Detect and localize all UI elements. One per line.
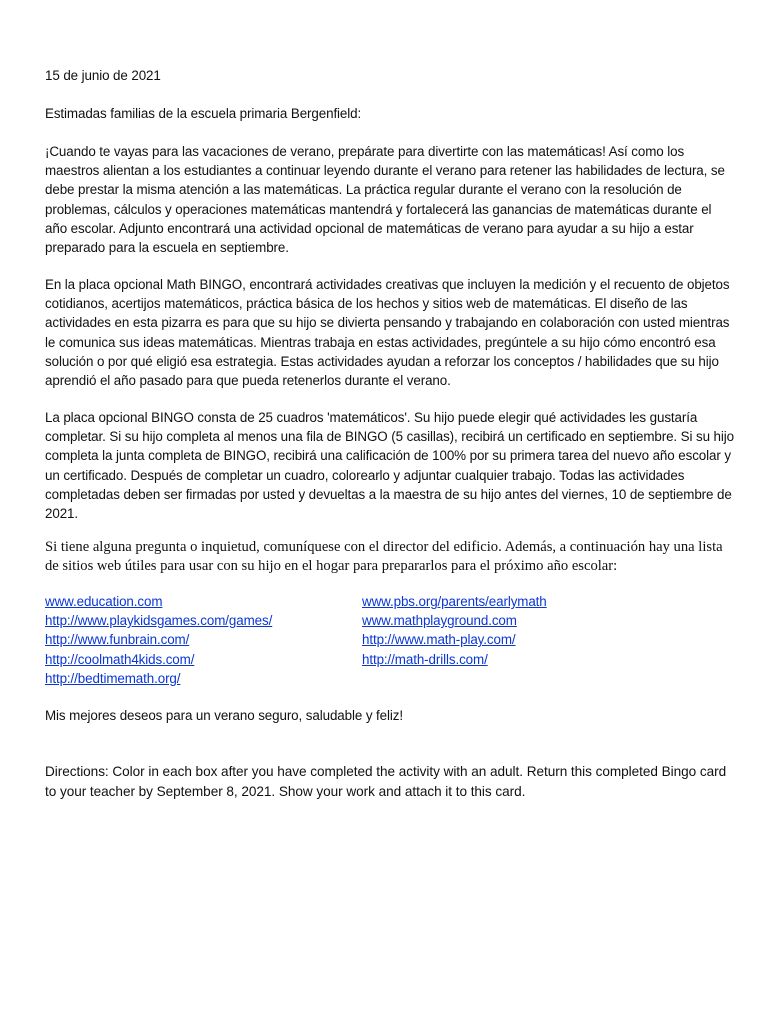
website-links-right-column	[362, 592, 547, 669]
bingo-directions: Directions: Color in each box after you have completed the activity with an adult. Return this completed Bingo card to your teacher by September 8, 2021. Show your work and attach it to this card.	[45, 764, 727, 799]
website-links-left-column	[45, 592, 272, 688]
letter-greeting: Estimadas familias de la escuela primaria Bergenfield:	[45, 106, 362, 121]
paragraph-websites-intro: Si tiene alguna pregunta o inquietud, comuníquese con el director del edificio. Además, a continuación hay una lista de sitios web útiles para usar con su hijo en el hogar para prepararlos para el próximo año escolar:	[45, 539, 723, 574]
link-math-drills[interactable]: http://math-drills.com/	[362, 651, 488, 667]
link-bedtimemath[interactable]: http://bedtimemath.org/	[45, 670, 181, 686]
link-coolmath4kids[interactable]: http://coolmath4kids.com/	[45, 651, 195, 667]
link-funbrain[interactable]: http://www.funbrain.com/	[45, 632, 190, 648]
link-playkidsgames[interactable]: http://www.playkidsgames.com/games/	[45, 613, 273, 629]
paragraph-bingo-rules: La placa opcional BINGO consta de 25 cuadros 'matemáticos'. Su hijo puede elegir qué actividades les gustaría completar. Si su hijo completa al menos una fila de BINGO (5 casillas), recibirá un certificado en septiembre. Si su hijo completa la junta completa de BINGO, recibirá una calificación de 100% por su primera tarea del nuevo año escolar y un certificado. Después de completar un cuadro, colorearlo y adjuntar cualquier trabajo. Todas las actividades completadas deben ser firmadas por usted y devueltas a la maestra de su hijo antes del viernes, 10 de septiembre de 2021.	[45, 410, 734, 522]
link-education[interactable]: www.education.com	[45, 594, 163, 609]
link-mathplayground[interactable]: www.mathplayground.com	[362, 613, 517, 629]
link-math-play[interactable]: http://www.math-play.com/	[362, 632, 516, 648]
paragraph-summer-math: ¡Cuando te vayas para las vacaciones de verano, prepárate para divertirte con las matemáticas! Así como los maestros alientan a los estudiantes a continuar leyendo durante el verano para retener las habilidades de lectura, se debe prestar la misma atención a las matemáticas. La práctica regular durante el verano con la resolución de problemas, cálculos y operaciones matemáticas mantendrá y fortalecerá las ganancias de matemáticas durante el año escolar. Adjunto encontrará una actividad opcional de matemáticas de verano para ayudar a su hijo a estar preparado para la escuela en septiembre.	[45, 144, 725, 256]
letter-date: 15 de junio de 2021	[45, 68, 161, 83]
link-pbs-earlymath[interactable]: www.pbs.org/parents/earlymath	[362, 594, 547, 609]
paragraph-math-bingo: En la placa opcional Math BINGO, encontrará actividades creativas que incluyen la medición y el recuento de objetos cotidianos, acertijos matemáticos, práctica básica de los hechos y sitios web de matemáticas. El diseño de las actividades en esta pizarra es para que su hijo se divierta pensando y trabajando en colaboración con usted mientras le comunica sus ideas matemáticas. Mientras trabaja en estas actividades, pregúntele a su hijo cómo encontró esa solución o por qué eligió esa estrategia. Estas actividades ayudan a reforzar los conceptos / habilidades que su hijo aprendió el año pasado para que pueda retenerlos durante el verano.	[45, 277, 730, 389]
letter-closing: Mis mejores deseos para un verano seguro, saludable y feliz!	[45, 708, 403, 723]
